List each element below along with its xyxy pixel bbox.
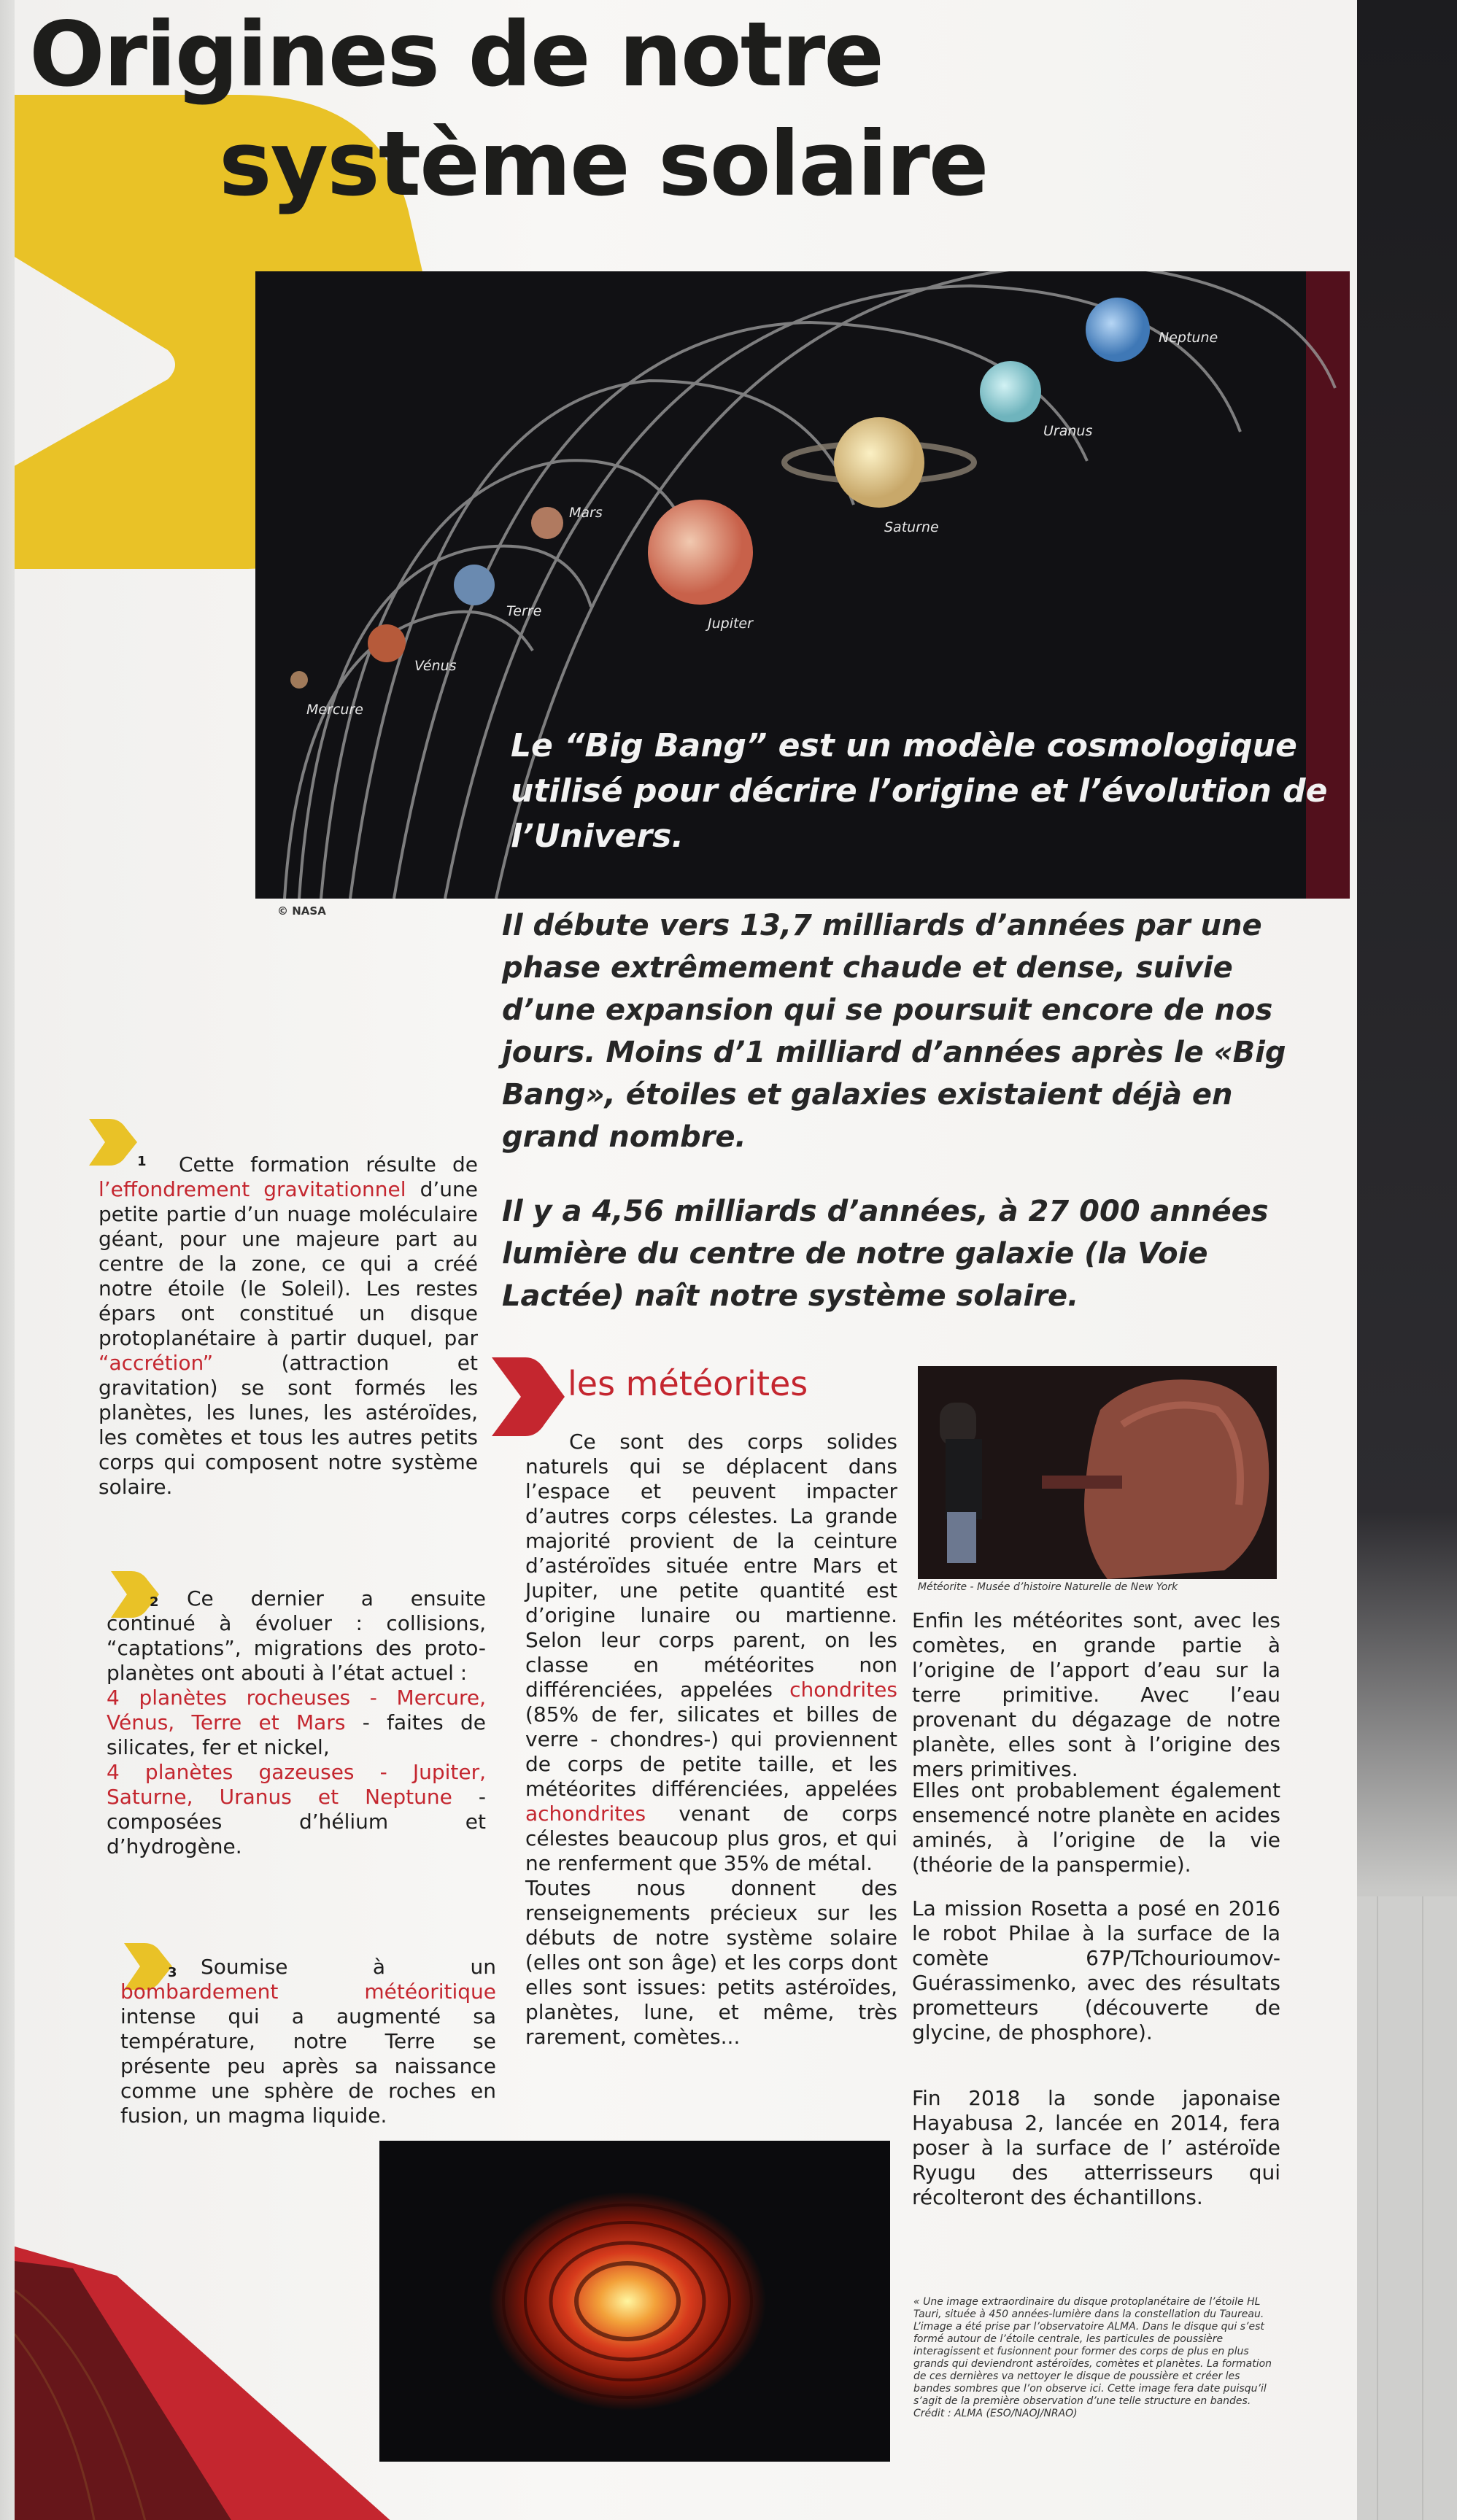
red-chevron-decoration [489, 1353, 569, 1441]
title-line-1: Origines de notre [29, 3, 883, 106]
neptune-planet [1086, 298, 1150, 362]
meteorite-photo [918, 1366, 1277, 1579]
saturne-planet [834, 417, 924, 508]
disk-caption: « Une image extraordinaire du disque protoplanétaire de l’étoile HL Tauri, située à 450 années-lumière dans la constellation du Taureau. L’image a été prise par l’observatoire ALMA. Dans le disque qui s’est formé autour de l’étoile centrale, les particules de poussière interagissent et fusionnent pour former des corps de plus en plus grands qui deviendront astéroïdes, comètes et planètes. La formation de ces dernières va nettoyer le disque de poussière et créer les bandes sombres que l’on observe ici. Cette image fera date puisqu’il s’agit de la première observation d’une telle structure en bandes. Crédit : ALMA (ESO/NAOJ/NRAO) [913, 2296, 1272, 2419]
intro-paragraph-2: Il y a 4,56 milliards d’années, à 27 000 années lumière du centre de notre galaxie (la Voie Lactée) naît notre système solaire. [502, 1195, 1269, 1313]
planet-label-venus: Vénus [414, 658, 457, 674]
protoplanetary-disk-image [379, 2141, 890, 2462]
accent-chondrites: chondrites [789, 1678, 897, 1702]
right-paragraph-2: Elles ont probablement également ensemencé notre planète en acides aminés, à l’origine de la vie (théorie de la panspermie). [912, 1778, 1280, 1877]
planet-label-terre: Terre [506, 603, 542, 619]
planet-label-mercure: Mercure [306, 702, 363, 718]
page-title [29, 0, 987, 219]
step-1-text: Cette formation résulte de l’effondrement gravitationnel d’une petite partie d’un nuage moléculaire géant, pour une majeure part au centre de la zone, ce qui a créé notre étoile (le Soleil). Les restes épars ont constitué un disque protoplanétaire à partir duquel, par “accrétion” (attraction et gravitation) se sont formés les planètes, les lunes, les astéroïdes, les comètes et tous les autres petits corps qui composent notre système solaire. [98, 1152, 478, 1499]
accent-accretion: “accrétion” [98, 1351, 214, 1375]
uranus-planet [980, 361, 1041, 422]
planet-label-mars: Mars [569, 505, 603, 521]
terre-planet [454, 565, 495, 605]
right-paragraph-1: Enfin les météorites sont, avec les comètes, en grande partie à l’origine de l’apport d’eau sur la terre primitive. Avec l’eau provenant du dégazage de notre planète, elles sont à l’origine des mers primitives. [912, 1608, 1280, 1781]
meteorite-photo-art [918, 1366, 1277, 1579]
poster-banner [15, 0, 1357, 2520]
mars-planet [531, 507, 563, 539]
meteorites-heading: les météorites [568, 1364, 808, 1403]
title-line-2: système solaire [219, 112, 988, 216]
solar-system-image [255, 271, 1350, 899]
right-paragraph-4: Fin 2018 la sonde japonaise Hayabusa 2, lancée en 2014, fera poser à la surface de l’ astéroïde Ryugu des atterrisseurs qui récolteront des échantillons. [912, 2086, 1280, 2209]
venus-planet [368, 624, 406, 662]
planet-label-saturne: Saturne [884, 519, 939, 535]
big-bang-caption: Le “Big Bang” est un modèle cosmologique utilisé pour décrire l’origine et l’évolution de l’Univers. [511, 727, 1328, 855]
planet-label-neptune: Neptune [1159, 330, 1218, 346]
step-2-text: Ce dernier a ensuite continué à évoluer : collisions, “captations”, migrations des proto-planètes ont abouti à l’état actuel : 4 planètes rocheuses - Mercure, Vénus, Terre et Mars - faites de silicates, fer et nickel, 4 planètes gazeuses - Jupiter, Saturne, Uranus et Neptune - composées d’hélium et d’hydrogène. [107, 1586, 486, 1858]
photo-caption: Météorite - Musée d’histoire Naturelle de New York [918, 1581, 1178, 1593]
image-credit: © NASA [277, 904, 326, 918]
planet-label-uranus: Uranus [1043, 423, 1093, 439]
right-paragraph-3: La mission Rosetta a posé en 2016 le robot Philae à la surface de la comète 67P/Tchourioumov-Guérassimenko, avec des résultats prometteurs (découverte de glycine, de phosphore). [912, 1896, 1280, 2044]
accent-planetes-rocheuses: 4 planètes rocheuses - Mercure, Vénus, Terre et Mars [107, 1686, 486, 1734]
mercure-planet [290, 671, 308, 689]
accent-achondrites: achondrites [525, 1802, 646, 1826]
step-3-number: 3 [168, 1965, 177, 1980]
accent-bombardement: bombardement météoritique [120, 1980, 496, 2004]
step-2-number: 2 [150, 1594, 159, 1610]
planet-label-jupiter: Jupiter [708, 616, 753, 632]
jupiter-planet [648, 500, 753, 605]
step-1-number: 1 [137, 1154, 147, 1169]
bottom-left-decoration [15, 2246, 394, 2520]
meteorites-paragraph-1: Ce sont des corps solides naturels qui se déplacent dans l’espace et peuvent impacter d’autres corps célestes. La grande majorité provient de la ceinture d’astéroïdes située entre Mars et Jupiter, une petite quantité est d’origine lunaire ou martienne. Selon leur corps parent, on les classe en météorites non différenciées, appelées chondrites (85% de fer, silicates et billes de verre - chondres-) qui proviennent de corps de petite taille, et les météorites différenciées, appelées achondrites venant de corps célestes beaucoup plus gros, et qui ne renferment que 35% de métal. Toutes nous donnent des renseignements précieux sur les débuts de notre système solaire (elles ont son âge) et les corps dont elles sont issues: petits astéroïdes, planètes, lune, et même, très rarement, comètes... [525, 1430, 897, 2049]
accent-effondrement: l’effondrement gravitationnel [98, 1177, 406, 1201]
intro-paragraph-1: Il débute vers 13,7 milliards d’années par une phase extrêmement chaude et dense, suivie d’une expansion qui se poursuit encore de nos jours. Moins d’1 milliard d’années après le «Big Bang», étoiles et galaxies existaient déjà en grand nombre. [502, 909, 1286, 1154]
disk-art [379, 2141, 890, 2462]
step-3-text: Soumise à un bombardement météoritique intense qui a augmenté sa température, notre Terre se présente peu après sa naissance comme une sphère de roches en fusion, un magma liquide. [120, 1955, 496, 2128]
accent-planetes-gazeuses: 4 planètes gazeuses - Jupiter, Saturne, Uranus et Neptune [107, 1760, 486, 1809]
